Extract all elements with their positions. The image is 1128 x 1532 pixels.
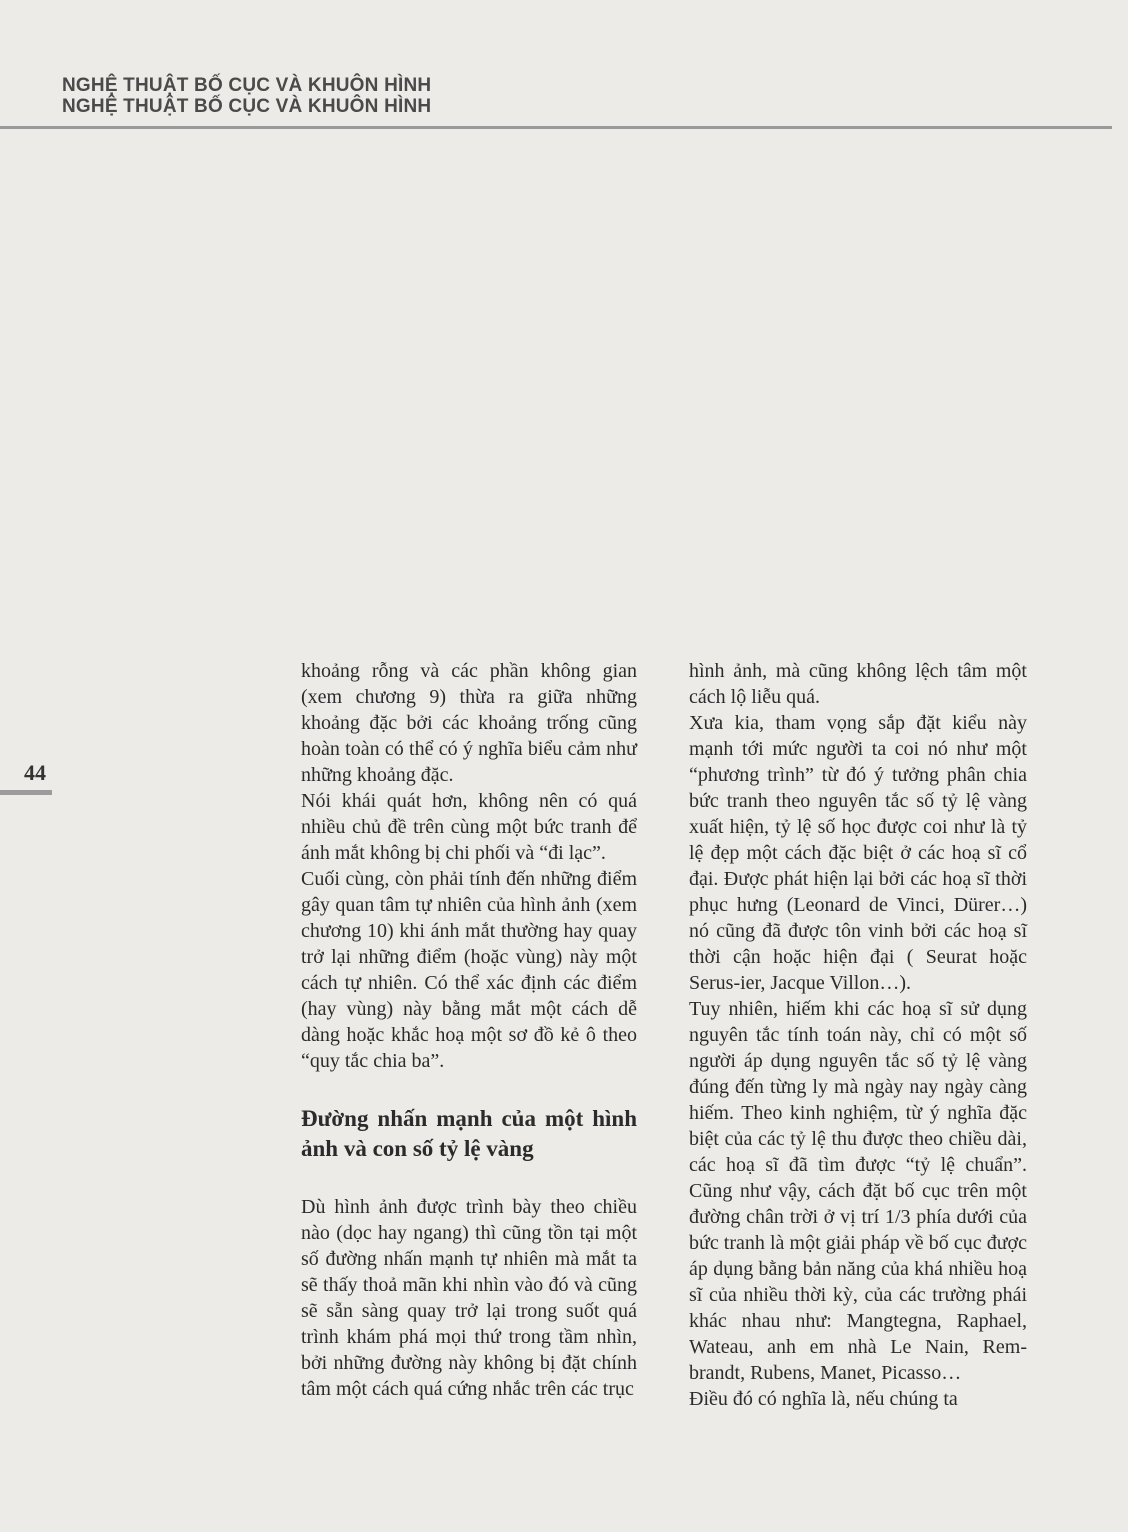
header-title-line-2: NGHỆ THUẬT BỐ CỤC VÀ KHUÔN HÌNH xyxy=(62,96,432,117)
paragraph: Nói khái quát hơn, không nên có quá nhiều chủ đề trên cùng một bức tranh để ánh mắt không bị chi phối và “đi lạc”. xyxy=(301,790,637,864)
paragraph: hình ảnh, mà cũng không lệch tâm một cách lộ liễu quá. xyxy=(689,660,1027,708)
left-column xyxy=(301,658,637,1402)
page-number-bar xyxy=(0,790,52,795)
right-column xyxy=(689,658,1027,1412)
page-number: 44 xyxy=(24,760,46,785)
header-title-line-1: NGHỆ THUẬT BỐ CỤC VÀ KHUÔN HÌNH xyxy=(62,75,432,96)
section-heading: Đường nhấn mạnh của một hình ảnh và con số tỷ lệ vàng xyxy=(301,1106,637,1161)
paragraph: Xưa kia, tham vọng sắp đặt kiểu này mạnh tới mức người ta coi nó như một “phương trình” từ đó ý tưởng phân chia bức tranh theo nguyên tắc số tỷ lệ vàng xuất hiện, tỷ lệ số học được coi như là tỷ lệ đẹp một cách đặc biệt ở các hoạ sĩ cổ đại. Được phát hiện lại bởi các hoạ sĩ thời phục hưng (Leonard de Vinci, Dürer…) nó cũng đã được tôn vinh bởi các hoạ sĩ thời cận hoặc hiện đại ( Seurat hoặc Serus-ier, Jacque Villon…). xyxy=(689,712,1027,994)
header-divider xyxy=(0,126,1112,129)
paragraph: Tuy nhiên, hiếm khi các hoạ sĩ sử dụng nguyên tắc tính toán này, chỉ có một số người áp dụng nguyên tắc số tỷ lệ vàng đúng đến từng ly mà ngày nay ngày càng hiếm. Theo kinh nghiệm, từ ý nghĩa đặc biệt của các tỷ lệ thu được theo chiều dài, các hoạ sĩ đã tìm được “tỷ lệ chuẩn”. Cũng như vậy, cách đặt bố cục trên một đường chân trời ở vị trí 1/3 phía dưới của bức tranh là một giải pháp về bố cục được áp dụng bằng bản năng của khá nhiều hoạ sĩ của nhiều thời kỳ, của các trường phái khác nhau như: Mangtegna, Raphael, Wateau, anh em nhà Le Nain, Rem-brandt, Rubens, Manet, Picasso… xyxy=(689,998,1027,1384)
paragraph: Dù hình ảnh được trình bày theo chiều nào (dọc hay ngang) thì cũng tồn tại một số đường nhấn mạnh tự nhiên mà mắt ta sẽ thấy thoả mãn khi nhìn vào đó và cũng sẽ sẵn sàng quay trở lại trong suốt quá trình khám phá mọi thứ trong tầm nhìn, bởi những đường này không bị đặt chính tâm một cách quá cứng nhắc trên các trục xyxy=(301,1196,637,1400)
paragraph: Điều đó có nghĩa là, nếu chúng ta xyxy=(689,1388,958,1410)
running-header xyxy=(62,75,431,117)
paragraph: khoảng rỗng và các phần không gian (xem chương 9) thừa ra giữa những khoảng đặc bởi các khoảng trống cũng hoàn toàn có thể có ý nghĩa biểu cảm như những khoảng đặc. xyxy=(301,660,637,786)
paragraph: Cuối cùng, còn phải tính đến những điểm gây quan tâm tự nhiên của hình ảnh (xem chương 10) khi ánh mắt thường hay quay trở lại những điểm (hoặc vùng) này một cách tự nhiên. Có thể xác định các điểm (hay vùng) này bằng mắt một cách dễ dàng hoặc khắc hoạ một sơ đồ kẻ ô theo “quy tắc chia ba”. xyxy=(301,868,637,1072)
